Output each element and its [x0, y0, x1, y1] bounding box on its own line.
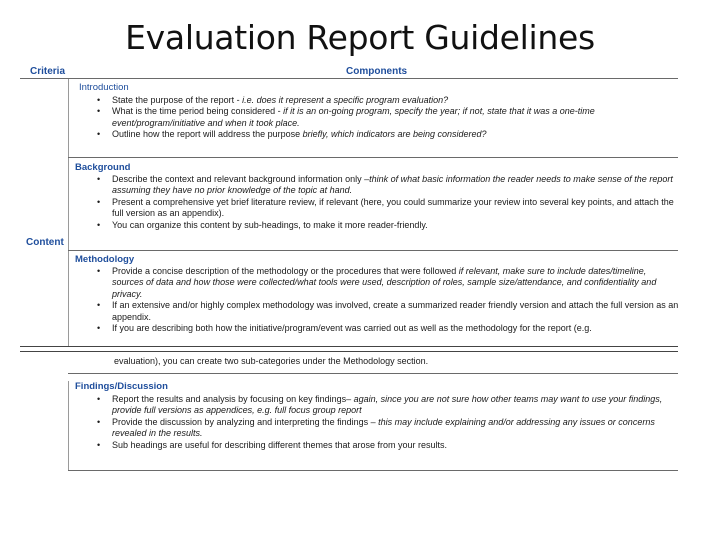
- section-rule: [68, 250, 678, 251]
- list-item: • Present a comprehensive yet brief literature review, if relevant (here, you could summarize your review into several key points, and attach the full version as an appendix).: [94, 197, 680, 220]
- section-heading-methodology: Methodology: [75, 254, 135, 265]
- section-heading-background: Background: [75, 162, 131, 173]
- findings-list: [94, 394, 680, 451]
- list-item: • You can organize this content by sub-headings, to make it more reader-friendly.: [94, 220, 680, 231]
- background-list: [94, 174, 680, 231]
- page-break-rule: [20, 351, 678, 352]
- page-title: Evaluation Report Guidelines: [125, 18, 595, 57]
- section-rule: [68, 157, 678, 158]
- section-rule: [68, 373, 678, 374]
- header-rule: [20, 78, 678, 79]
- list-item: • If an extensive and/or highly complex methodology was involved, create a summarized reader friendly version and attach the full version as an appendix.: [94, 300, 680, 323]
- table-bottom-rule: [68, 470, 678, 471]
- methodology-list: [94, 266, 680, 334]
- column-divider-lower: [68, 381, 69, 471]
- list-item: • Provide the discussion by analyzing and interpreting the findings – this may include explaining and/or addressing any issues or concerns revealed in the results.: [94, 417, 680, 440]
- list-item: • Provide a concise description of the methodology or the procedures that were followed if relevant, make sure to include dates/timeline, sources of data and how those were collected/what tools were used, description of roles, sample size/attendance, and confidentiality and privacy.: [94, 266, 680, 300]
- list-item: • Outline how the report will address the purpose briefly, which indicators are being considered?: [94, 129, 680, 140]
- list-item: • What is the time period being considered - if it is an on-going program, specify the year; if not, state that it was a one-time event/program/initiative and when it took place.: [94, 106, 680, 129]
- criteria-header: Criteria: [30, 66, 66, 77]
- section-heading-introduction: Introduction: [79, 82, 129, 93]
- page-break-rule: [20, 346, 678, 347]
- column-divider: [68, 79, 69, 347]
- introduction-list: [94, 95, 680, 141]
- content-label: Content: [26, 237, 64, 248]
- list-item: • State the purpose of the report - i.e. does it represent a specific program evaluation?: [94, 95, 680, 106]
- list-item: • Sub headings are useful for describing different themes that arose from your results.: [94, 440, 680, 451]
- components-header: Components: [346, 66, 408, 77]
- list-item: • Report the results and analysis by focusing on key findings– again, since you are not sure how other teams may want to use your findings, provide full versions as appendices, e.g. full focus group report: [94, 394, 680, 417]
- section-heading-findings: Findings/Discussion: [75, 381, 168, 392]
- methodology-continuation: evaluation), you can create two sub-categories under the Methodology section.: [114, 356, 429, 366]
- list-item: • If you are describing both how the initiative/program/event was carried out as well as the methodology for the report (e.g.: [94, 323, 680, 334]
- list-item: • Describe the context and relevant background information only –think of what basic information the reader needs to make sense of the report assuming they have no prior knowledge of the topic at hand.: [94, 174, 680, 197]
